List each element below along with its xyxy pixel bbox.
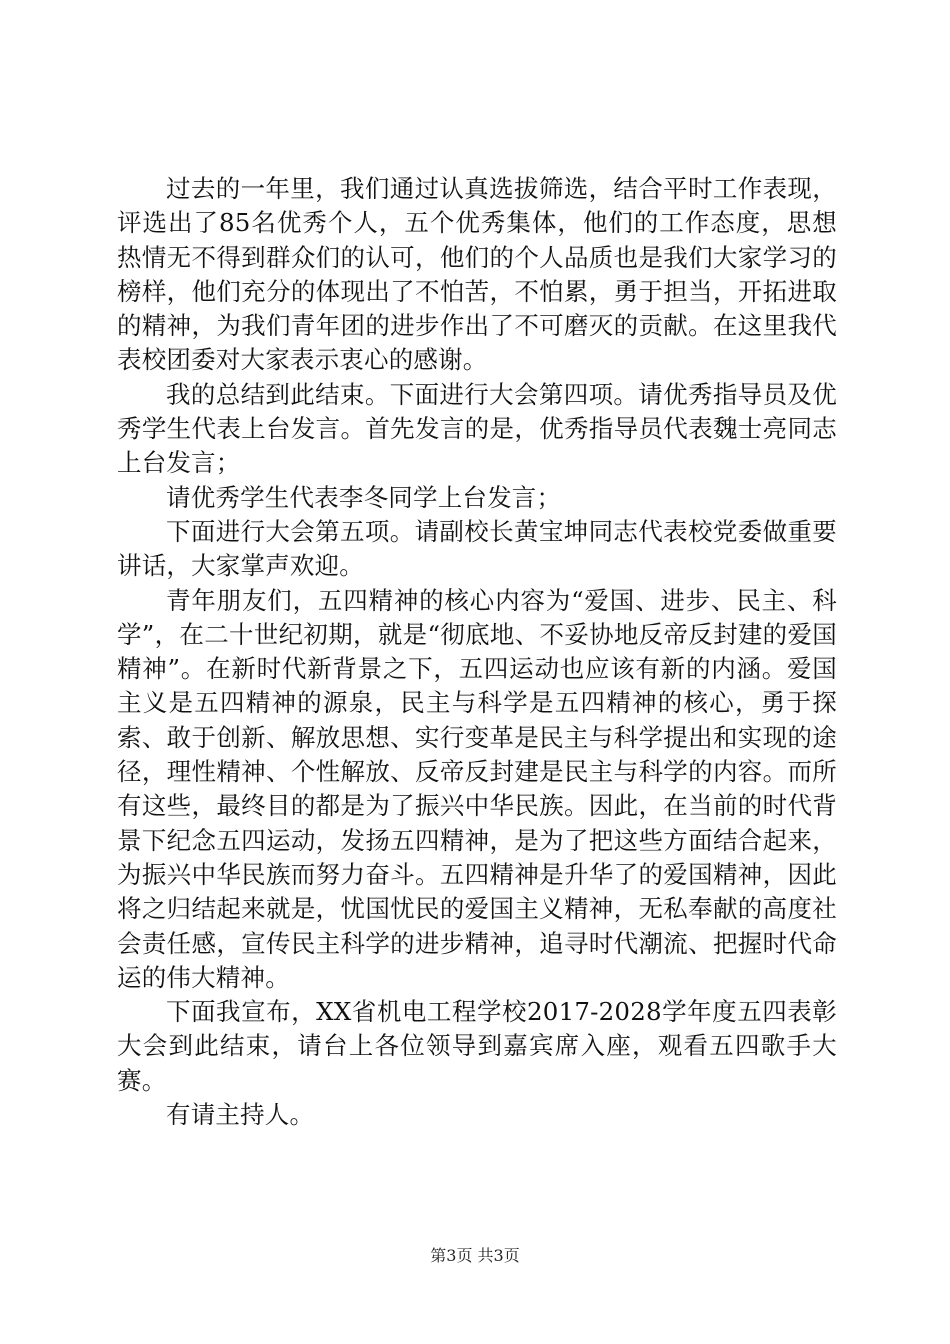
- page-footer: 第3页 共3页: [430, 1246, 520, 1265]
- paragraph-item-five: 下面进行大会第五项。请副校长黄宝坤同志代表校党委做重要讲话，大家掌声欢迎。: [117, 516, 837, 581]
- paragraph-host-invitation: 有请主持人。: [166, 1100, 315, 1130]
- paragraph-student-speech: 请优秀学生代表李冬同学上台发言；: [166, 482, 562, 512]
- paragraph-summary-end: 我的总结到此结束。下面进行大会第四项。请优秀指导员及优秀学生代表上台发言。首先发言的是，优秀指导员代表魏士亮同志上台发言；: [117, 379, 837, 478]
- paragraph-closing-announcement: 下面我宣布，XX省机电工程学校2017-2028学年度五四表彰大会到此结束，请台上各位领导到嘉宾席入座，观看五四歌手大赛。: [117, 997, 837, 1095]
- paragraph-awards: 过去的一年里，我们通过认真选拔筛选，结合平时工作表现，评选出了85名优秀个人，五个优秀集体，他们的工作态度，思想热情无不得到群众们的认可，他们的个人品质也是我们大家学习的榜样，他们充分的体现出了不怕苦，不怕累，勇于担当，开拓进取的精神，为我们青年团的进步作出了不可磨灭的贡献。在这里我代表校团委对大家表示衷心的感谢。: [117, 174, 837, 375]
- document-body: [117, 172, 837, 1132]
- paragraph-may-fourth-spirit: 青年朋友们，五四精神的核心内容为“爱国、进步、民主、科学”，在二十世纪初期，就是“彻底地、不妥协地反帝反封建的爱国精神”。在新时代新背景之下，五四运动也应该有新的内涵。爱国主义是五四精神的源泉，民主与科学是五四精神的核心，勇于探索、敢于创新、解放思想、实行变革是民主与科学提出和实现的途径，理性精神、个性解放、反帝反封建是民主与科学的内容。而所有这些，最终目的都是为了振兴中华民族。因此，在当前的时代背景下纪念五四运动，发扬五四精神，是为了把这些方面结合起来，为振兴中华民族而努力奋斗。五四精神是升华了的爱国精神，因此将之归结起来就是，忧国忧民的爱国主义精神，无私奉献的高度社会责任感，宣传民主科学的进步精神，追寻时代潮流、把握时代命运的伟大精神。: [117, 585, 837, 992]
